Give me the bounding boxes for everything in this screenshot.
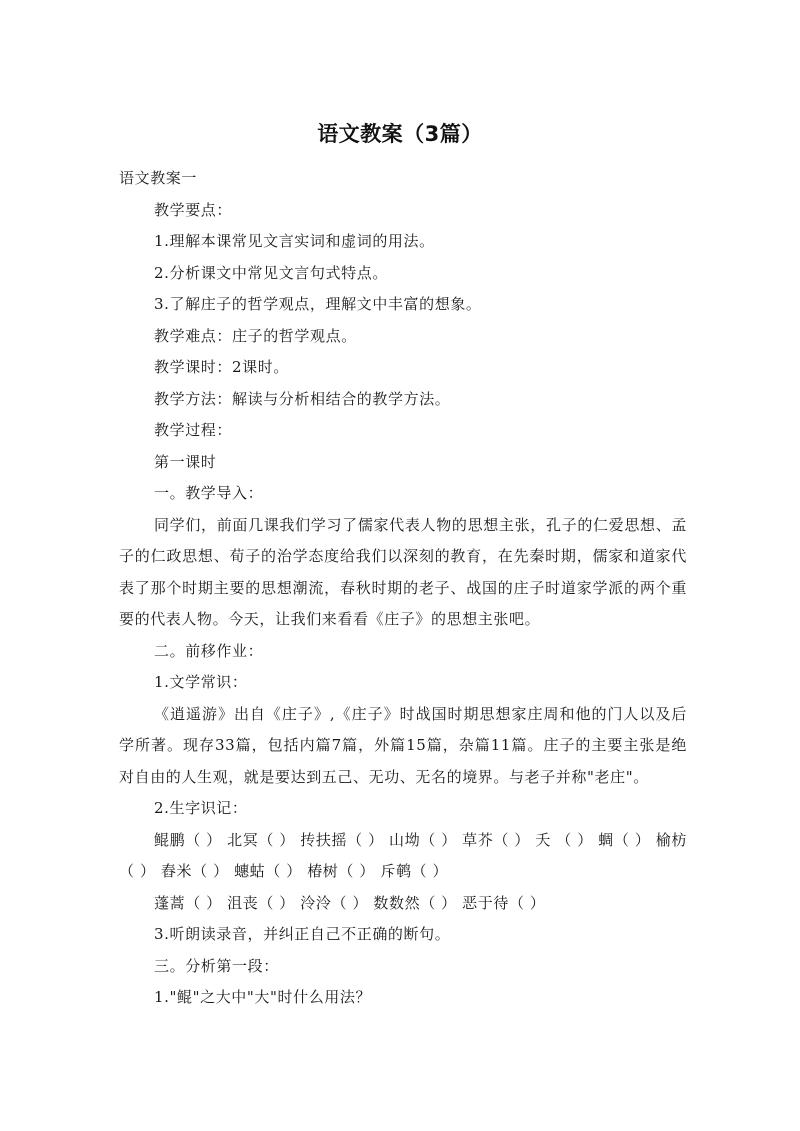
paragraph: 1.文学常识： bbox=[154, 673, 248, 691]
document-title: 语文教案（3篇） bbox=[317, 122, 483, 146]
paragraph: 同学们，前面几课我们学习了儒家代表人物的思想主张，孔子的仁爱思想、孟子的仁政思想、荀子的治学态度给我们以深刻的教育，在先秦时期，儒家和道家代表了那个时期主要的思想潮流，春秋时期的老子、战国的庄子时道家学派的两个重要的代表人物。今天，让我们来看看《庄子》的思想主张吧。 bbox=[119, 515, 687, 628]
paragraph: 1.理解本课常见文言实词和虚词的用法。 bbox=[154, 232, 435, 250]
paragraph: 3.了解庄子的哲学观点，理解文中丰富的想象。 bbox=[154, 295, 482, 313]
paragraph: 2.分析课文中常见文言句式特点。 bbox=[154, 263, 388, 282]
paragraph: 教学要点： bbox=[154, 200, 233, 219]
paragraph: 鲲鹏（ ） 北冥（ ） 抟扶摇（ ） 山坳（ ） 草芥（ ） 夭 （ ） 蜩（ ） 榆枋（ ） 舂米（ ） 蟪蛄（ ） 椿树（ ） 斥鹌（ ） bbox=[119, 830, 687, 880]
paragraph: 教学方法：解读与分析相结合的教学方法。 bbox=[154, 389, 451, 408]
paragraph: 教学课时：2课时。 bbox=[154, 358, 289, 376]
paragraph: 《逍遥游》出自《庄子》,《庄子》时战国时期思想家庄周和他的门人以及后学所著。现存33篇，包括内篇7篇，外篇15篇，杂篇11篇。庄子的主要主张是绝对自由的人生观，就是要达到五己、无功、无名的境界。与老子并称"老庄"。 bbox=[119, 704, 687, 786]
paragraph: 3.听朗读录音，并纠正自己不正确的断句。 bbox=[154, 925, 451, 943]
paragraph: 二。前移作业： bbox=[154, 641, 264, 660]
document-body bbox=[119, 163, 687, 1014]
paragraph: 第一课时 bbox=[154, 452, 217, 471]
paragraph: 蓬蒿（ ） 沮丧（ ） 泠泠（ ） 数数然（ ） 恶于待（ ） bbox=[154, 893, 546, 912]
paragraph: 教学过程： bbox=[154, 421, 233, 439]
paragraph: 1."鲲"之大中"大"时什么用法？ bbox=[154, 988, 372, 1006]
paragraph: 三。分析第一段： bbox=[154, 956, 279, 975]
section-heading: 语文教案一 bbox=[119, 169, 198, 187]
paragraph: 2.生字识记： bbox=[154, 799, 248, 817]
paragraph: 一。教学导入： bbox=[154, 484, 264, 502]
paragraph: 教学难点：庄子的哲学观点。 bbox=[154, 326, 357, 345]
